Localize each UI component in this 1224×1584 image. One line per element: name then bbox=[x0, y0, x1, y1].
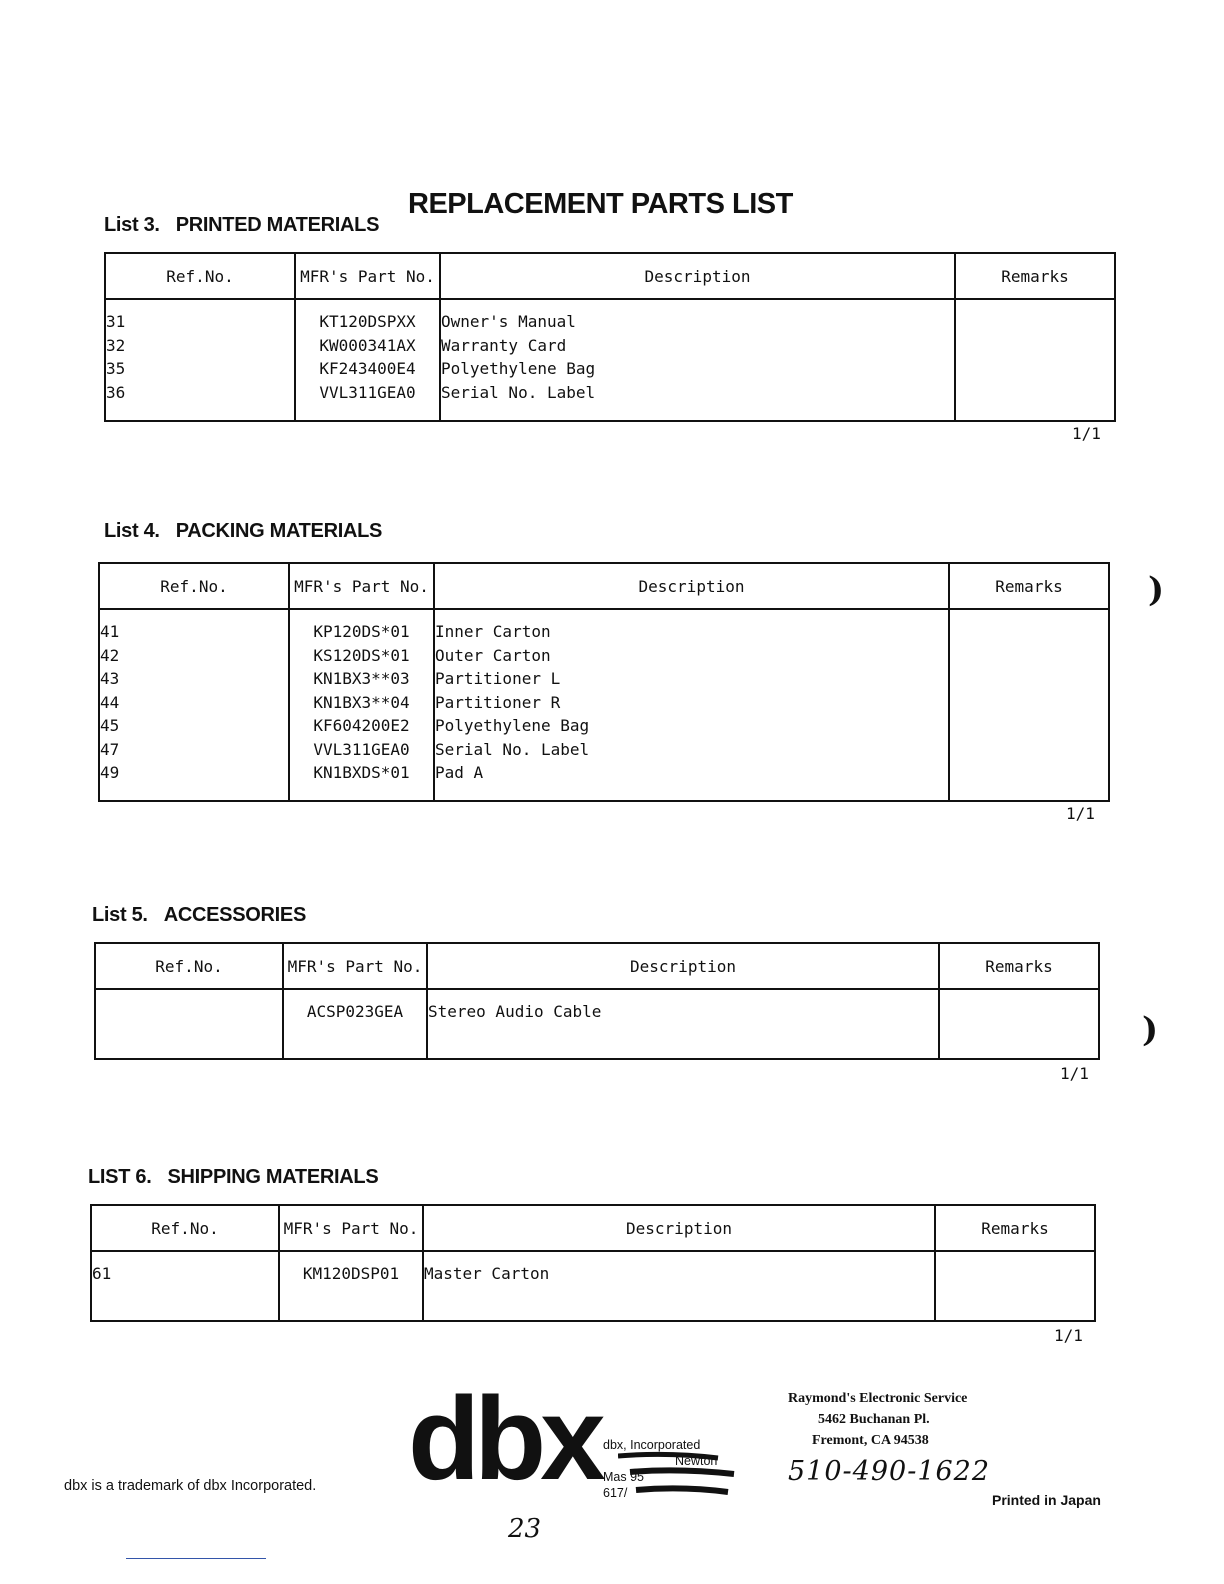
desc-cell bbox=[440, 299, 955, 421]
service-line: Raymond's Electronic Service bbox=[788, 1391, 968, 1406]
part-cell bbox=[289, 609, 434, 801]
part-value: KP120DS*01 bbox=[313, 622, 410, 641]
handwritten-phone: 510-490-1622 bbox=[788, 1456, 991, 1487]
ref-value: 41 bbox=[100, 622, 120, 641]
service-line: Fremont, CA 94538 bbox=[812, 1433, 929, 1448]
margin-bracket-mark: ) bbox=[1148, 570, 1165, 610]
part-cell bbox=[283, 989, 427, 1059]
remarks-cell bbox=[939, 989, 1099, 1059]
desc-value: Polyethylene Bag bbox=[435, 716, 590, 735]
list-4-name: PACKING MATERIALS bbox=[175, 520, 383, 542]
part-value: KF604200E2 bbox=[313, 716, 410, 735]
part-value: KN1BXDS*01 bbox=[313, 763, 410, 782]
margin-bracket-mark: ) bbox=[1142, 1010, 1159, 1050]
ref-cell bbox=[91, 1251, 279, 1321]
desc-value: Stereo Audio Cable bbox=[428, 1002, 602, 1021]
printed-in-label: Printed in Japan bbox=[992, 1492, 1101, 1508]
list-3-page-indicator: 1/1 bbox=[1072, 424, 1101, 443]
col-desc-header: Description bbox=[434, 563, 949, 609]
list-6-label: LIST 6. bbox=[88, 1166, 152, 1188]
desc-value: Pad A bbox=[435, 763, 484, 782]
company-line: Newton bbox=[675, 1454, 718, 1468]
list-4-table bbox=[98, 562, 1110, 802]
list-3-heading bbox=[104, 214, 379, 237]
list-5-table bbox=[94, 942, 1100, 1060]
col-ref-header: Ref.No. bbox=[95, 943, 283, 989]
company-line: dbx, Incorporated bbox=[603, 1438, 701, 1452]
remarks-cell bbox=[955, 299, 1115, 421]
list-4-page-indicator: 1/1 bbox=[1066, 804, 1095, 823]
list-6-page-indicator: 1/1 bbox=[1054, 1326, 1083, 1345]
part-cell bbox=[295, 299, 440, 421]
desc-value: Serial No. Label bbox=[435, 739, 590, 759]
desc-value: Outer Carton bbox=[435, 645, 551, 665]
ref-value: 43 bbox=[100, 669, 120, 688]
col-part-header: MFR's Part No. bbox=[283, 943, 427, 989]
desc-cell bbox=[423, 1251, 935, 1321]
ref-value bbox=[96, 1000, 282, 1024]
part-value: KW000341AX bbox=[319, 335, 416, 355]
ref-value: 32 bbox=[106, 335, 126, 355]
redaction-strikes bbox=[618, 1448, 742, 1502]
part-value: VVL311GEA0 bbox=[319, 382, 416, 402]
list-5-label: List 5. bbox=[92, 904, 148, 926]
part-value: KF243400E4 bbox=[319, 359, 416, 378]
col-remarks-header: Remarks bbox=[939, 943, 1099, 989]
col-remarks-header: Remarks bbox=[955, 253, 1115, 299]
list-5-page-indicator: 1/1 bbox=[1060, 1064, 1089, 1083]
remarks-cell bbox=[935, 1251, 1095, 1321]
list-3-name: PRINTED MATERIALS bbox=[175, 214, 380, 236]
col-part-header: MFR's Part No. bbox=[289, 563, 434, 609]
col-desc-header: Description bbox=[423, 1205, 935, 1251]
col-remarks-header: Remarks bbox=[935, 1205, 1095, 1251]
ref-value: 49 bbox=[100, 763, 120, 782]
list-5-heading bbox=[92, 904, 306, 927]
desc-value: Owner's Manual bbox=[441, 312, 576, 331]
list-6-heading bbox=[88, 1166, 378, 1189]
list-3-label: List 3. bbox=[104, 214, 160, 236]
col-part-header: MFR's Part No. bbox=[279, 1205, 423, 1251]
part-value: KN1BX3**03 bbox=[313, 669, 410, 688]
col-ref-header: Ref.No. bbox=[105, 253, 295, 299]
company-line: Mas 95 bbox=[603, 1470, 644, 1484]
service-center-stamp bbox=[788, 1388, 967, 1451]
trademark-notice: dbx is a trademark of dbx Incorporated. bbox=[64, 1478, 317, 1494]
desc-value: Warranty Card bbox=[441, 335, 567, 355]
part-value: VVL311GEA0 bbox=[313, 739, 410, 759]
list-4-heading bbox=[104, 520, 382, 543]
dbx-logo: dbx bbox=[408, 1373, 600, 1505]
ref-value: 36 bbox=[106, 382, 126, 402]
part-value: KT120DSPXX bbox=[319, 312, 416, 331]
col-ref-header: Ref.No. bbox=[99, 563, 289, 609]
part-value: ACSP023GEA bbox=[306, 1002, 404, 1021]
list-4-label: List 4. bbox=[104, 520, 160, 542]
desc-cell bbox=[427, 989, 939, 1059]
ref-cell bbox=[105, 299, 295, 421]
ref-value: 31 bbox=[106, 312, 126, 331]
list-6-table bbox=[90, 1204, 1096, 1322]
ref-value: 44 bbox=[100, 692, 120, 712]
desc-value: Polyethylene Bag bbox=[441, 359, 596, 378]
part-cell bbox=[279, 1251, 423, 1321]
col-desc-header: Description bbox=[427, 943, 939, 989]
handwritten-page-number: 23 bbox=[508, 1514, 542, 1544]
desc-cell bbox=[434, 609, 949, 801]
list-5-name: ACCESSORIES bbox=[163, 904, 306, 926]
col-part-header: MFR's Part No. bbox=[295, 253, 440, 299]
ref-value: 45 bbox=[100, 716, 120, 735]
company-line: 617/ bbox=[603, 1486, 628, 1500]
col-remarks-header: Remarks bbox=[949, 563, 1109, 609]
page-title: REPLACEMENT PARTS LIST bbox=[408, 188, 793, 220]
ref-value: 61 bbox=[92, 1264, 112, 1283]
ref-value: 35 bbox=[106, 359, 126, 378]
desc-value: Partitioner R bbox=[435, 692, 561, 712]
list-3-table bbox=[104, 252, 1116, 422]
ref-cell bbox=[95, 989, 283, 1059]
col-desc-header: Description bbox=[440, 253, 955, 299]
ref-value: 42 bbox=[100, 645, 120, 665]
remarks-cell bbox=[949, 609, 1109, 801]
service-line: 5462 Buchanan Pl. bbox=[818, 1412, 930, 1427]
bottom-rule bbox=[126, 1558, 266, 1559]
list-6-name: SHIPPING MATERIALS bbox=[167, 1166, 379, 1188]
part-value: KM120DSP01 bbox=[302, 1264, 400, 1283]
desc-value: Master Carton bbox=[424, 1264, 550, 1283]
desc-value: Serial No. Label bbox=[441, 382, 596, 402]
part-value: KS120DS*01 bbox=[313, 645, 410, 665]
part-value: KN1BX3**04 bbox=[313, 692, 410, 712]
desc-value: Inner Carton bbox=[435, 622, 551, 641]
col-ref-header: Ref.No. bbox=[91, 1205, 279, 1251]
desc-value: Partitioner L bbox=[435, 669, 561, 688]
ref-cell bbox=[99, 609, 289, 801]
ref-value: 47 bbox=[100, 739, 120, 759]
